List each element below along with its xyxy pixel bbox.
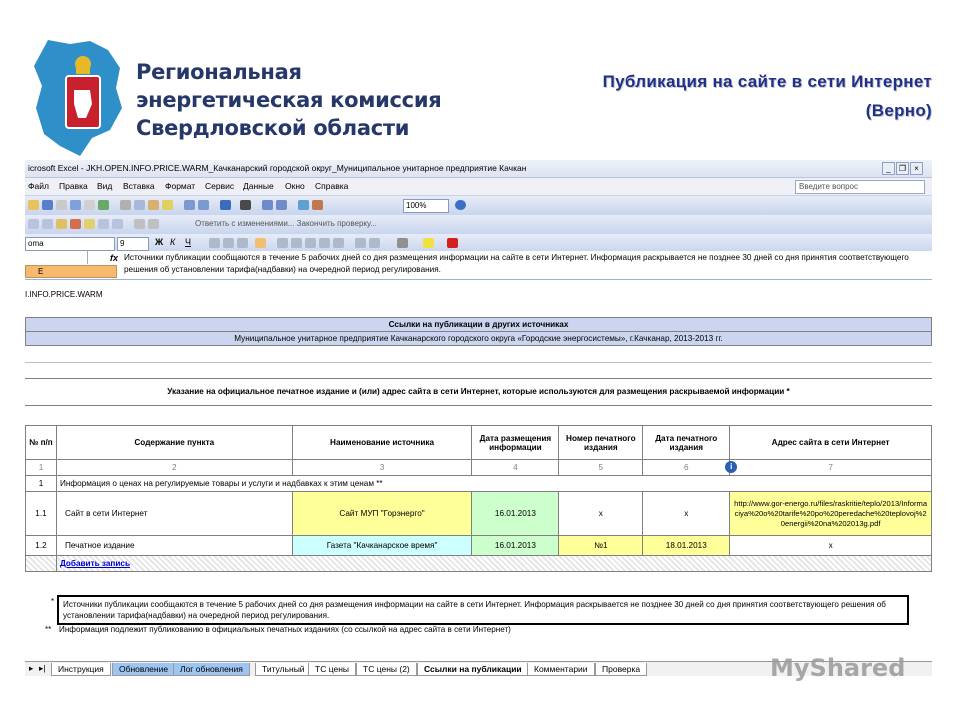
borders-icon[interactable] [397,238,408,248]
ask-question-input[interactable]: Введите вопрос [795,180,925,194]
region-logo-icon [30,38,130,158]
header-row [26,426,932,460]
tab-scroll-next-icon[interactable]: ▸ [29,663,34,673]
sheet-id-cell: I.INFO.PRICE.WARM [25,290,103,299]
row-date[interactable]: 16.01.2013 [472,492,559,536]
row-date[interactable]: 16.01.2013 [472,536,559,556]
col-num-6 [643,460,733,476]
function-icon[interactable]: fx [110,253,119,263]
section-header-table [25,317,932,346]
menu-data[interactable]: Данные [243,181,274,191]
note2-text: Информация подлежит публикованию в официальных печатных изданиях (со ссылкой на адрес сайта в сети Интернет) [59,625,511,634]
row-content: Печатное издание [56,536,292,556]
align-left-icon[interactable] [209,238,220,248]
underline-button[interactable]: Ч [185,237,191,247]
track-icon[interactable] [28,219,39,229]
section-subtitle: Муниципальное унитарное предприятие Качканарского городского округа «Городские энергосистемы», г.Качканар, 2013-2013 гг. [26,332,932,346]
preview-icon[interactable] [84,200,95,210]
delete-comment-icon[interactable] [70,219,81,229]
sources-table [25,425,932,572]
undo-icon[interactable] [184,200,195,210]
format-painter-icon[interactable] [162,200,173,210]
row-url: x [730,536,932,556]
org-name-line-1: Региональная [136,60,302,84]
col-header-date: Дата размещения информации [472,426,559,460]
tab-check[interactable]: Проверка [595,663,647,676]
col-header-num: № п/п [26,426,57,460]
font-color-icon[interactable] [447,238,458,248]
add-record-link[interactable]: Добавить запись [59,559,130,568]
note-icon[interactable] [56,219,67,229]
menu-view[interactable]: Вид [97,181,113,191]
font-size-select[interactable]: 9 [117,237,149,251]
menu-bar [25,178,932,196]
fill-color-icon[interactable] [423,238,434,248]
reviewing-toolbar [25,215,932,235]
col-num: 6 [683,463,689,472]
cut-icon[interactable] [120,200,131,210]
comment-icon[interactable] [42,219,53,229]
group-num: 1 [26,476,57,492]
column-numbers-row [26,460,932,476]
permission-icon[interactable] [56,200,67,210]
tab-scroll-last-icon[interactable]: ▸| [39,663,46,673]
info-icon[interactable]: i [725,461,737,473]
align-center-icon[interactable] [223,238,234,248]
sort-desc-icon[interactable] [276,200,287,210]
spacer-row [25,350,932,363]
menu-window[interactable]: Окно [285,181,305,191]
col-num: 3 [292,460,472,476]
excel-window [25,160,932,670]
group-row [26,476,932,492]
italic-button[interactable]: К [170,237,176,247]
note1-text: Источники публикации сообщаются в течение 5 рабочих дней со дня размещения информации на сайте в сети Интернет. Информация раскрывается не позднее 30 дней со дня принятия соответствующего решения об установлении тарифа(надбавки) на очередной период регулирования. [57,595,909,625]
show-comments-icon[interactable] [84,219,95,229]
merge-center-icon[interactable] [255,238,266,248]
row-print-num: x [559,492,643,536]
org-name-line-3: Свердловской области [136,116,410,140]
minimize-icon[interactable]: _ [882,162,895,175]
window-title: icrosoft Excel - JKH.OPEN.INFO.PRICE.WARM_Качканарский городской округ_Муниципальное унитарное предприятие Качкан [28,163,527,173]
bold-button[interactable]: Ж [155,237,164,247]
zoom-select[interactable]: 100% [403,199,449,213]
currency-icon[interactable] [277,238,288,248]
print-icon[interactable] [70,200,81,210]
row-source[interactable]: Сайт МУП "Горэнерго" [292,492,472,536]
reply-icon[interactable] [134,219,145,229]
row-print-num[interactable]: №1 [559,536,643,556]
increase-decimal-icon[interactable] [319,238,330,248]
column-letter: E [38,267,44,276]
increase-indent-icon[interactable] [369,238,380,248]
autosum-icon[interactable] [240,200,251,210]
row-print-date[interactable]: 18.01.2013 [643,536,730,556]
menu-edit[interactable]: Правка [59,181,88,191]
next-comment-icon[interactable] [112,219,123,229]
review-commands[interactable]: Ответить с изменениями... Закончить проверку... [195,219,377,228]
excel-titlebar [25,160,932,178]
publication-status: (Верно) [865,101,932,120]
decrease-decimal-icon[interactable] [333,238,344,248]
decrease-indent-icon[interactable] [355,238,366,248]
close-icon[interactable]: × [910,162,923,175]
row-num: 1.2 [26,536,57,556]
table-row [26,536,932,556]
tab-ts-prices-2[interactable]: ТС цены (2) [356,663,417,676]
col-num: 7 [730,460,932,476]
spelling-icon[interactable] [98,200,109,210]
note2-mark: ** [45,625,52,634]
table-row [26,492,932,536]
add-record-row [26,556,932,572]
percent-icon[interactable] [291,238,302,248]
send-icon[interactable] [148,219,159,229]
row-num: 1.1 [26,492,57,536]
col-header-print-date: Дата печатного издания [643,426,730,460]
align-right-icon[interactable] [237,238,248,248]
column-header-e[interactable] [25,265,117,278]
help-icon[interactable] [455,200,466,210]
tab-ts-prices[interactable]: ТС цены [308,663,356,676]
save-icon[interactable] [42,200,53,210]
col-num: 2 [56,460,292,476]
menu-file[interactable]: Файл [28,181,49,191]
tab-update[interactable]: Обновление [112,663,175,676]
row-content: Сайт в сети Интернет [56,492,292,536]
note1-mark: * [51,597,55,606]
menu-help[interactable]: Справка [315,181,349,191]
group-text: Информация о ценах на регулируемые товары и услуги и надбавках к этим ценам ** [56,476,931,492]
menu-format[interactable]: Формат [165,181,196,191]
tab-update-log[interactable]: Лог обновления [173,663,250,676]
col-header-url: Адрес сайта в сети Интернет [730,426,932,460]
row-print-date: x [643,492,730,536]
publication-title: Публикация на сайте в сети Интернет [602,72,932,91]
open-icon[interactable] [28,200,39,210]
row-source[interactable]: Газета "Качканарское время" [292,536,472,556]
row-url[interactable]: http://www.gor-energo.ru/files/raskritie/teplo/2013/Informaciya%20o%20tarife%20po%20peredache%20teplovoj%20energii%20na%202013g.pdf [730,492,932,536]
watermark: MyShared [770,654,906,682]
drawing-icon[interactable] [312,200,323,210]
tab-publication-links[interactable]: Ссылки на публикации [417,663,529,676]
chart-wizard-icon[interactable] [298,200,309,210]
col-num: 5 [559,460,643,476]
standard-toolbar [25,196,932,216]
redo-icon[interactable] [198,200,209,210]
restore-icon[interactable]: ❐ [896,162,909,175]
indication-row: Указание на официальное печатное издание и (или) адрес сайта в сети Интернет, которые используются для размещения раскрываемой информации * [25,378,932,406]
menu-insert[interactable]: Вставка [123,181,155,191]
tab-instruction[interactable]: Инструкция [51,663,111,676]
section-title: Ссылки на публикации в других источниках [26,318,932,332]
formula-bar [25,251,932,280]
thousands-icon[interactable] [305,238,316,248]
menu-tools[interactable]: Сервис [205,181,235,191]
hyperlink-icon[interactable] [220,200,231,210]
font-name-select[interactable]: oma [25,237,115,251]
formula-input[interactable]: Источники публикации сообщаются в течение 5 рабочих дней со дня размещения информации на сайте в сети Интернет. Информация раскрывается не позднее 30 дней со дня принятия соответствующего решения об установлении тарифа(надбавки) на очередной период регулирования. [124,253,909,274]
col-header-content: Содержание пункта [56,426,292,460]
paste-icon[interactable] [148,200,159,210]
sort-asc-icon[interactable] [262,200,273,210]
tab-title[interactable]: Титульный [255,663,312,676]
tab-comments[interactable]: Комментарии [527,663,595,676]
name-box[interactable] [25,251,88,264]
col-header-print-num: Номер печатного издания [559,426,643,460]
copy-icon[interactable] [134,200,145,210]
col-header-source: Наименование источника [292,426,472,460]
prev-comment-icon[interactable] [98,219,109,229]
col-num: 1 [26,460,57,476]
org-name-line-2: энергетическая комиссия [136,88,442,112]
col-num: 4 [472,460,559,476]
